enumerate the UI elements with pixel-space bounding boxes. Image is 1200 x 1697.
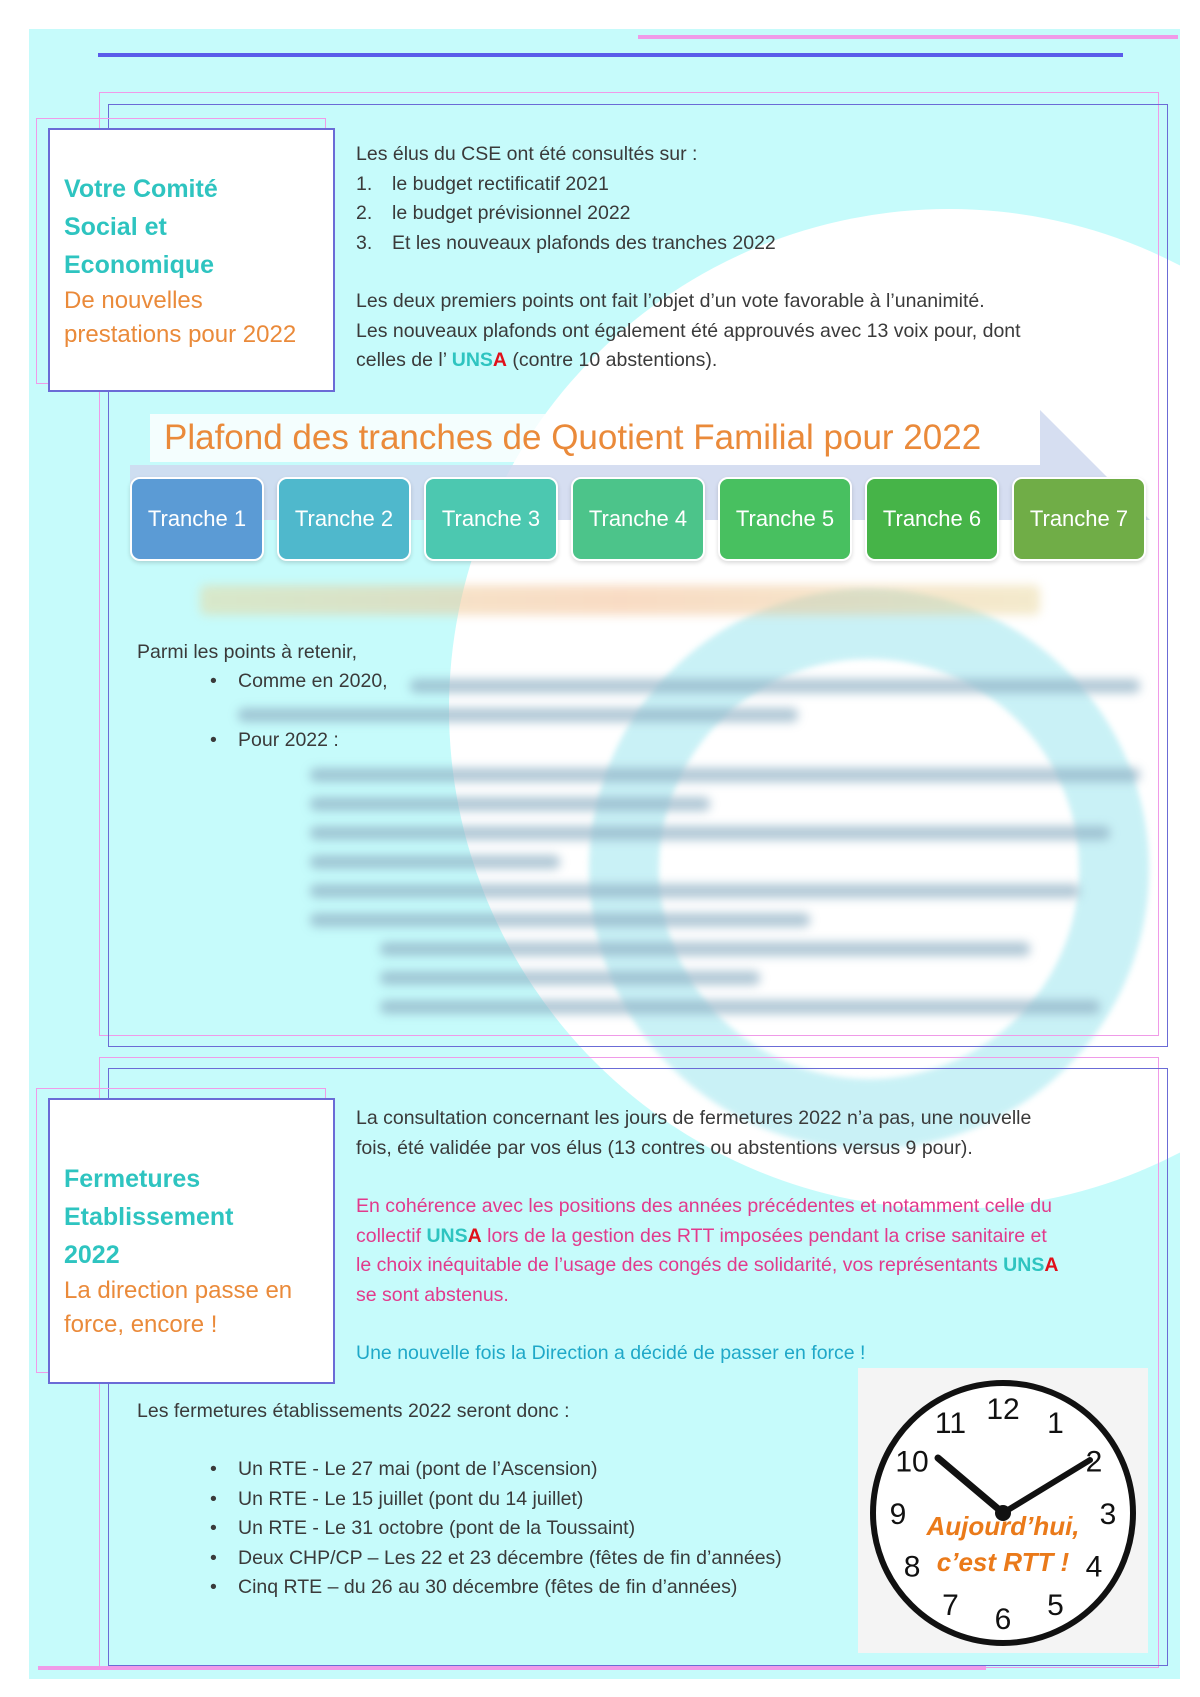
intro-text: Les élus du CSE ont été consultés sur : [356, 143, 698, 165]
section-title: Votre Comité [64, 175, 218, 203]
item-text: Et les nouveaux plafonds des tranches 2022 [392, 231, 776, 254]
text: La consultation concernant les jours de fermetures 2022 n’a pas, une nouvelle [356, 1107, 1032, 1129]
vote-text [356, 346, 1021, 376]
unsa-logo-text: UNS [1003, 1254, 1045, 1276]
item-number: 3. [356, 231, 373, 254]
text [356, 1222, 1058, 1252]
tranche-7: Tranche 7 [1012, 477, 1146, 561]
tranche-2: Tranche 2 [277, 477, 411, 561]
text: (contre 10 abstentions). [507, 349, 718, 371]
list-item [356, 199, 1021, 229]
section-title: 2022 [64, 1241, 120, 1269]
clock-number: 11 [934, 1407, 967, 1441]
text: collectif [356, 1224, 427, 1247]
list-item: • Un RTE - Le 15 juillet (pont du 14 juillet) [238, 1485, 782, 1515]
unsa-logo-text: UNS [451, 349, 493, 371]
clock-number: 5 [1047, 1588, 1064, 1622]
item-text: le budget rectificatif 2021 [392, 172, 609, 195]
unsa-logo-text: A [1044, 1254, 1059, 1276]
unsa-logo-text: A [492, 349, 508, 371]
clock-caption-line: Aujourd’hui, [926, 1511, 1080, 1541]
clock-number: 7 [942, 1588, 959, 1622]
section-subtitle: force, encore ! [64, 1311, 218, 1338]
section-subtitle: La direction passe en [64, 1277, 293, 1304]
decorative-line [638, 35, 1178, 39]
vote-text: Les nouveaux plafonds ont également été approuvés avec 13 voix pour, dont [356, 319, 1021, 342]
clock-number: 10 [895, 1445, 929, 1479]
section-title: Social et [64, 213, 167, 241]
item-text: le budget prévisionnel 2022 [392, 202, 631, 224]
section2-title-box [48, 1098, 335, 1384]
list-item: • Cinq RTE – du 26 au 30 décembre (fêtes de fin d’années) [238, 1573, 782, 1603]
text: En cohérence avec les positions des années précédentes et notamment celle du [356, 1195, 1052, 1217]
clock-number: 3 [1099, 1498, 1117, 1531]
clock-image [858, 1368, 1148, 1653]
item-number: 2. [356, 202, 373, 224]
text: celles de l’ [356, 349, 452, 371]
clock-number: 6 [994, 1603, 1012, 1636]
tranche-1: Tranche 1 [130, 477, 264, 561]
text: le choix inéquitable de l’usage des congés de solidarité, vos représentants [356, 1254, 1004, 1276]
list-intro: Les fermetures établissements 2022 seront donc : [137, 1400, 570, 1422]
section-title: Fermetures [64, 1165, 201, 1193]
tranche-4: Tranche 4 [571, 477, 705, 561]
tranche-6: Tranche 6 [865, 477, 999, 561]
unsa-logo-text: A [467, 1224, 482, 1247]
text: Une nouvelle fois la Direction a décidé de passer en force ! [356, 1342, 866, 1364]
consultation-text [356, 140, 1021, 376]
list-item [356, 229, 1021, 259]
section-subtitle: prestations pour 2022 [64, 321, 297, 348]
list-item [356, 170, 1021, 200]
clock-number: 4 [1085, 1550, 1103, 1584]
clock-number: 8 [903, 1550, 921, 1584]
list-item: • Un RTE - Le 31 octobre (pont de la Toussaint) [238, 1514, 782, 1544]
closure-text [356, 1104, 1058, 1369]
decorative-line [98, 53, 1123, 57]
bullet-item: • Comme en 2020, [238, 667, 388, 697]
unsa-logo-text: UNS [426, 1224, 468, 1247]
item-number: 1. [356, 172, 373, 195]
section-subtitle: De nouvelles [64, 287, 203, 314]
bullet-item: • Pour 2022 : [238, 726, 388, 756]
section-title: Etablissement [64, 1203, 234, 1231]
points-intro: Parmi les points à retenir, [137, 641, 358, 663]
clock-number: 9 [889, 1498, 907, 1531]
blurred-values [200, 585, 1040, 615]
text: se sont abstenus. [356, 1283, 509, 1306]
clock-number: 2 [1085, 1445, 1103, 1479]
list-item: • Un RTE - Le 27 mai (pont de l’Ascension) [238, 1455, 782, 1485]
text: fois, été validée par vos élus (13 contres ou abstentions versus 9 pour). [356, 1136, 973, 1159]
tranche-5: Tranche 5 [718, 477, 852, 561]
list-item: • Deux CHP/CP – Les 22 et 23 décembre (fêtes de fin d’années) [238, 1544, 782, 1574]
clock-caption-line: c’est RTT ! [936, 1547, 1070, 1577]
clock-number: 12 [986, 1393, 1020, 1426]
section-title: Economique [64, 251, 215, 279]
chart-title: Plafond des tranches de Quotient Familial pour 2022 [150, 414, 995, 462]
section1-title-box [48, 128, 335, 392]
text: lors de la gestion des RTT imposées pendant la crise sanitaire et [481, 1224, 1047, 1247]
vote-text: Les deux premiers points ont fait l’objet d’un vote favorable à l’unanimité. [356, 290, 985, 312]
text [356, 1251, 1058, 1281]
clock-caption [898, 1508, 1108, 1580]
closure-list [238, 1455, 782, 1603]
clock-number: 1 [1047, 1407, 1064, 1441]
tranche-3: Tranche 3 [424, 477, 558, 561]
